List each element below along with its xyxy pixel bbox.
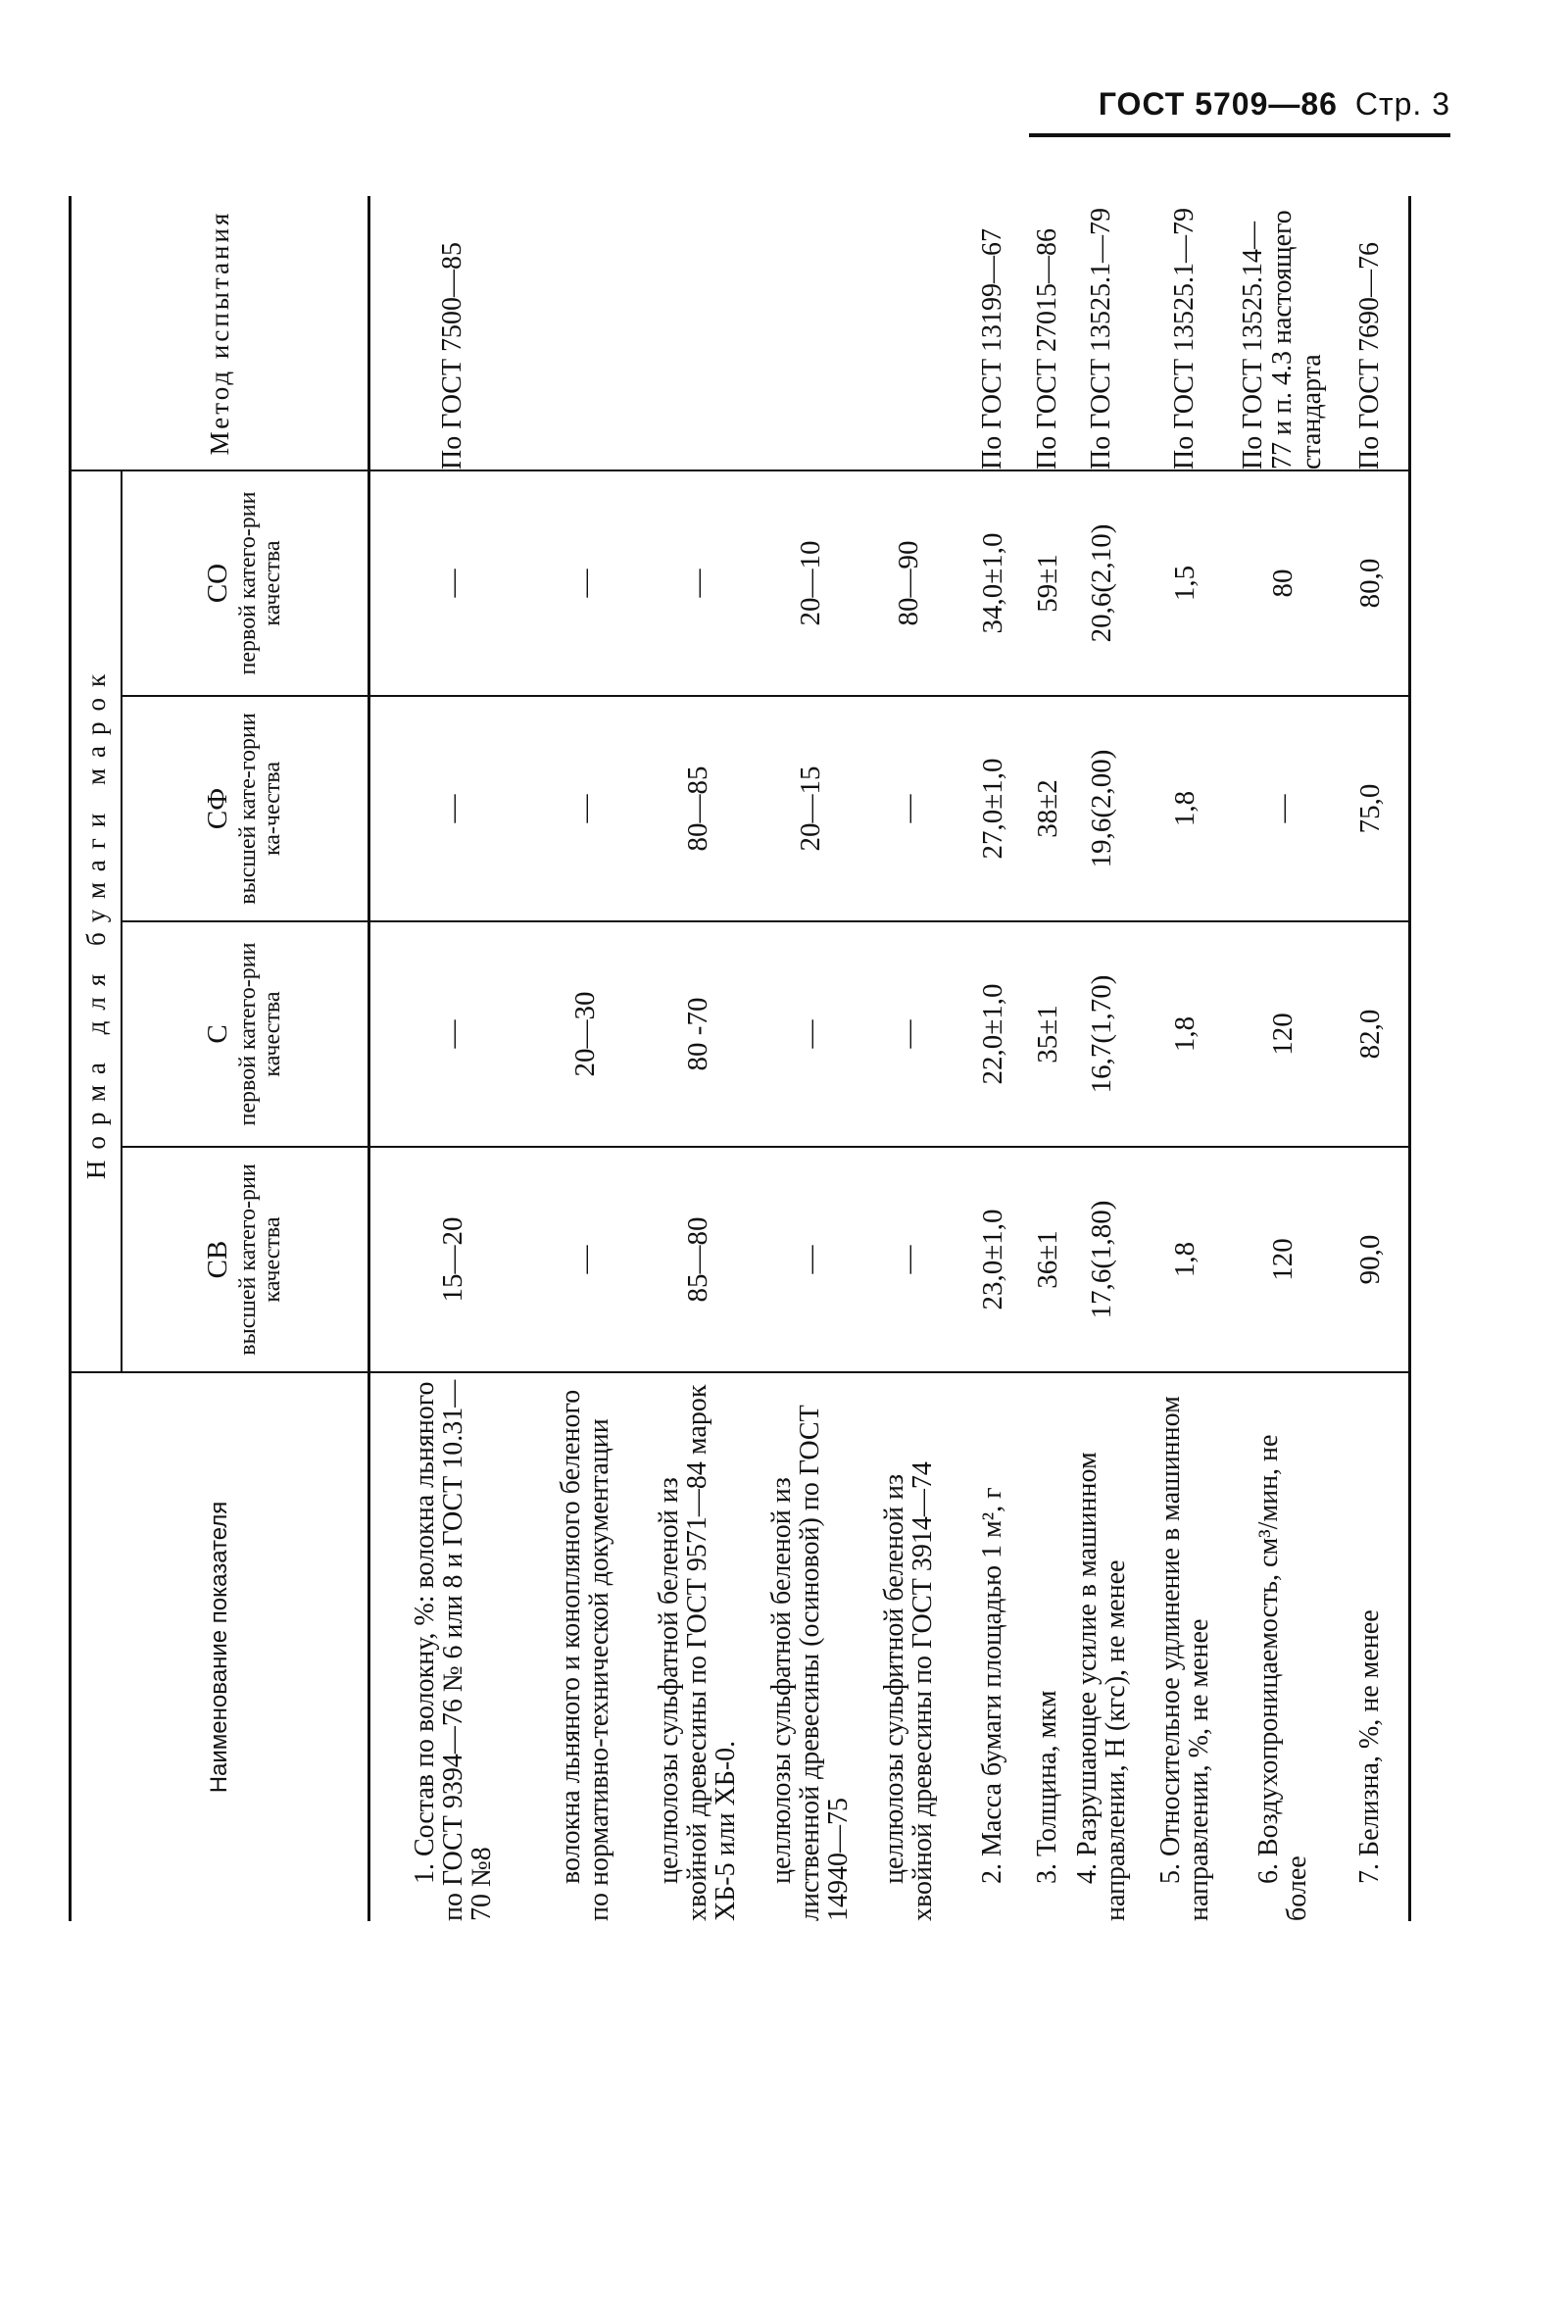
grade-header-sf (122, 696, 369, 921)
cell-value: 80—85 (634, 696, 761, 921)
grade-header-so (122, 470, 369, 696)
cell-value: 17,6(1,80) (1067, 1147, 1136, 1372)
row-indicator-text: 7. Белизна, %, не менее (1354, 1609, 1386, 1884)
standard-number: ГОСТ 5709—86 (1098, 86, 1338, 122)
grade-desc: первой катего-рии качества (234, 491, 285, 675)
cell-method (634, 196, 761, 470)
grade-desc: первой катего-рии качества (234, 942, 285, 1126)
table-row (1028, 196, 1067, 1921)
cell-value: — (634, 470, 761, 696)
cell-value: 22,0±1,0 (957, 921, 1028, 1147)
header-rule (1029, 133, 1450, 137)
cell-value: 19,6(2,00) (1067, 696, 1136, 921)
grade-header-s (122, 921, 369, 1147)
cell-value: 75,0 (1332, 696, 1410, 921)
spec-table (69, 196, 1411, 1921)
table-row (761, 196, 859, 1921)
row-indicator (761, 1372, 859, 1921)
grade-code: СО (201, 563, 233, 604)
row-indicator (1136, 1372, 1234, 1921)
cell-method: По ГОСТ 13199—67 (976, 227, 1007, 470)
cell-value: — (369, 921, 536, 1147)
row-indicator (536, 1372, 634, 1921)
row-indicator-text: 3. Толщина, мкм (1032, 1690, 1062, 1884)
row-indicator (634, 1372, 761, 1921)
cell-value: 80 (1234, 470, 1332, 696)
cell-value: — (1234, 696, 1332, 921)
table-row (1136, 196, 1234, 1921)
row-indicator-text: целлюлозы сульфитной беленой из хвойной древесины по ГОСТ 3914—74 (878, 1461, 938, 1921)
cell-method: По ГОСТ 13525.14—77 и п. 4.3 настоящего стандарта (1237, 210, 1327, 470)
cell-value: 1,5 (1136, 470, 1234, 696)
cell-value: 27,0±1,0 (957, 696, 1028, 921)
cell-value: 20—30 (536, 921, 634, 1147)
row-indicator (1067, 1372, 1136, 1921)
row-indicator-text: 5. Относительное удлинение в машинном направлении, %, не менее (1154, 1396, 1214, 1921)
cell-value: 82,0 (1332, 921, 1410, 1147)
cell-value: — (761, 921, 859, 1147)
cell-value: 1,8 (1136, 1147, 1234, 1372)
cell-method: По ГОСТ 27015—86 (1031, 227, 1062, 470)
cell-value: 120 (1234, 1147, 1332, 1372)
cell-method: По ГОСТ 13525.1—79 (1085, 207, 1116, 470)
page-number: Стр. 3 (1354, 86, 1450, 122)
cell-value: — (761, 1147, 859, 1372)
cell-value: 35±1 (1028, 921, 1067, 1147)
table-row (536, 196, 634, 1921)
grade-code: СФ (201, 787, 233, 830)
table-row (1332, 196, 1410, 1921)
table-row (1067, 196, 1136, 1921)
row-indicator (957, 1372, 1028, 1921)
cell-value: 85—80 (634, 1147, 761, 1372)
row-indicator-text: 2. Масса бумаги площадью 1 м², г (977, 1487, 1007, 1884)
cell-value: 80,0 (1332, 470, 1410, 696)
cell-value: 36±1 (1028, 1147, 1067, 1372)
cell-method: По ГОСТ 13525.1—79 (1168, 207, 1200, 470)
cell-value: — (536, 1147, 634, 1372)
cell-value: 80—90 (859, 470, 957, 696)
running-header (1099, 86, 1450, 123)
cell-method (859, 196, 957, 470)
col-header-indicator: Наименование показателя (71, 1372, 369, 1921)
table-row (957, 196, 1028, 1921)
grade-code: СВ (201, 1240, 233, 1279)
cell-value: — (859, 921, 957, 1147)
cell-value: — (859, 696, 957, 921)
row-indicator-text: волокна льняного и конопляного беленого по нормативно-технической документации (555, 1389, 614, 1921)
cell-value: 120 (1234, 921, 1332, 1147)
cell-method (761, 196, 859, 470)
col-header-norm-group: Норма для бумаги марок (71, 470, 122, 1372)
row-indicator-text: 1. Состав по волокну, %: волокна льняного по ГОСТ 9394—76 № 6 или 8 и ГОСТ 10.31—70 №8 (409, 1379, 497, 1921)
grade-desc: высшей катего-рии качества (234, 1163, 285, 1356)
row-indicator-text: целлюлозы сульфатной беленой из лиственной древесины (осиновой) по ГОСТ 14940—75 (766, 1405, 854, 1921)
cell-value: 20—15 (761, 696, 859, 921)
cell-value: 34,0±1,0 (957, 470, 1028, 696)
grade-header-sv (122, 1147, 369, 1372)
grade-code: С (201, 1024, 233, 1044)
cell-value: — (536, 696, 634, 921)
cell-value: 38±2 (1028, 696, 1067, 921)
row-indicator (369, 1372, 536, 1921)
table-row (369, 196, 536, 1921)
cell-value: 20,6(2,10) (1067, 470, 1136, 696)
cell-value: — (859, 1147, 957, 1372)
rotated-table-block (69, 196, 1441, 1921)
row-indicator (859, 1372, 957, 1921)
row-indicator (1234, 1372, 1332, 1921)
cell-value: 1,8 (1136, 696, 1234, 921)
grade-desc: высшей кате-гории ка-чества (234, 713, 285, 905)
cell-value: — (369, 470, 536, 696)
cell-value: 15—20 (369, 1147, 536, 1372)
row-indicator-text: 4. Разрушающее усилие в машинном направлении, Н (кгс), не менее (1071, 1452, 1131, 1921)
row-indicator-text: 6. Воздухопроницаемость, см³/мин, не более (1252, 1434, 1312, 1921)
row-indicator (1332, 1372, 1410, 1921)
cell-method (536, 196, 634, 470)
table-row (859, 196, 957, 1921)
cell-value: 90,0 (1332, 1147, 1410, 1372)
cell-value: 23,0±1,0 (957, 1147, 1028, 1372)
cell-value: 59±1 (1028, 470, 1067, 696)
row-indicator-text: целлюлозы сульфатной беленой из хвойной древесины по ГОСТ 9571—84 марок ХБ-5 или ХБ-0. (654, 1384, 741, 1921)
cell-value: — (536, 470, 634, 696)
table-row (1234, 196, 1332, 1921)
row-indicator (1028, 1372, 1067, 1921)
cell-value: 1,8 (1136, 921, 1234, 1147)
cell-method: По ГОСТ 7500—85 (437, 241, 468, 470)
col-header-method: Метод испытания (71, 196, 369, 470)
cell-value: 20—10 (761, 470, 859, 696)
cell-method: По ГОСТ 7690—76 (1332, 196, 1410, 470)
cell-value: 80 -70 (634, 921, 761, 1147)
table-row (634, 196, 761, 1921)
cell-value: 16,7(1,70) (1067, 921, 1136, 1147)
cell-value: — (369, 696, 536, 921)
